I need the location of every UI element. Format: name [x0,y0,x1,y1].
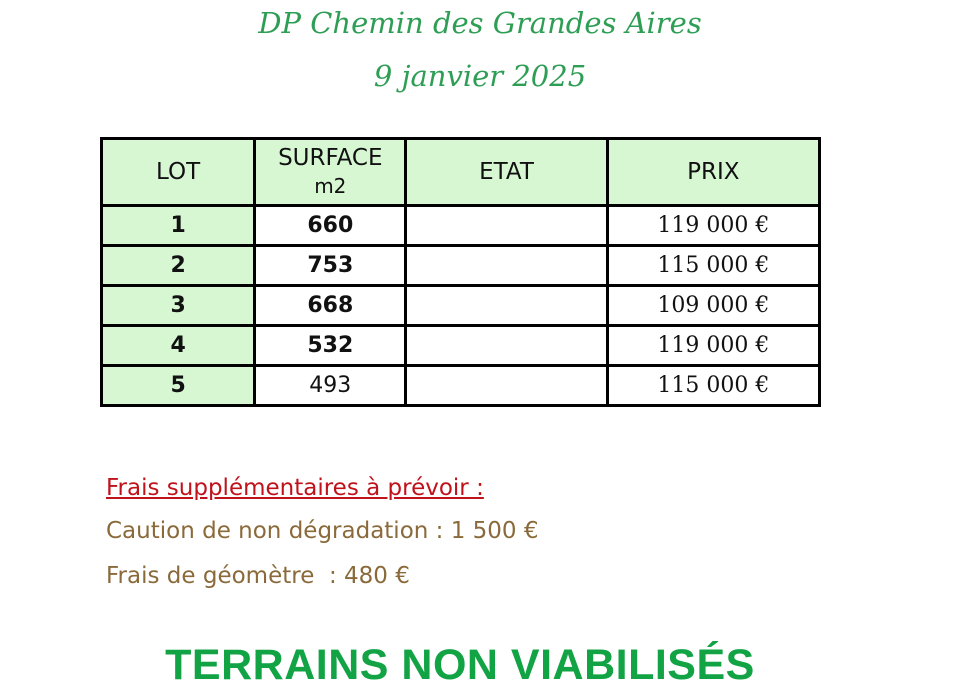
cell-surface: 493 [255,366,406,406]
cell-surface: 753 [255,246,406,286]
cell-surface: 668 [255,286,406,326]
table-header-row [102,139,820,206]
table-row [102,326,820,366]
document-date: 9 janvier 2025 [373,59,587,93]
cell-etat [406,206,607,246]
table-row [102,366,820,406]
header-surface [255,139,406,206]
cell-etat [406,326,607,366]
cell-lot: 4 [102,326,255,366]
cell-surface: 660 [255,206,406,246]
header-lot: LOT [102,139,255,206]
frais-geometre: Frais de géomètre : 480 € [106,563,410,589]
header-etat: ETAT [406,139,607,206]
document-title: DP Chemin des Grandes Aires [258,6,702,40]
cell-etat [406,286,607,326]
cell-surface: 532 [255,326,406,366]
cell-prix: 119 000 € [607,206,819,246]
lots-table [100,137,821,407]
cell-lot: 2 [102,246,255,286]
header-surface-label: SURFACE [278,145,383,171]
cell-prix: 115 000 € [607,246,819,286]
cell-prix: 115 000 € [607,366,819,406]
cell-prix: 109 000 € [607,286,819,326]
banner-non-viabilises: TERRAINS NON VIABILISÉS [165,641,755,689]
frais-caution: Caution de non dégradation : 1 500 € [106,518,539,544]
cell-lot: 3 [102,286,255,326]
table-row [102,246,820,286]
cell-lot: 1 [102,206,255,246]
frais-title: Frais supplémentaires à prévoir : [106,475,484,501]
cell-etat [406,246,607,286]
cell-prix: 119 000 € [607,326,819,366]
cell-etat [406,366,607,406]
header-prix: PRIX [607,139,819,206]
header-surface-unit: m2 [314,174,347,198]
table-row [102,286,820,326]
cell-lot: 5 [102,366,255,406]
table-row [102,206,820,246]
